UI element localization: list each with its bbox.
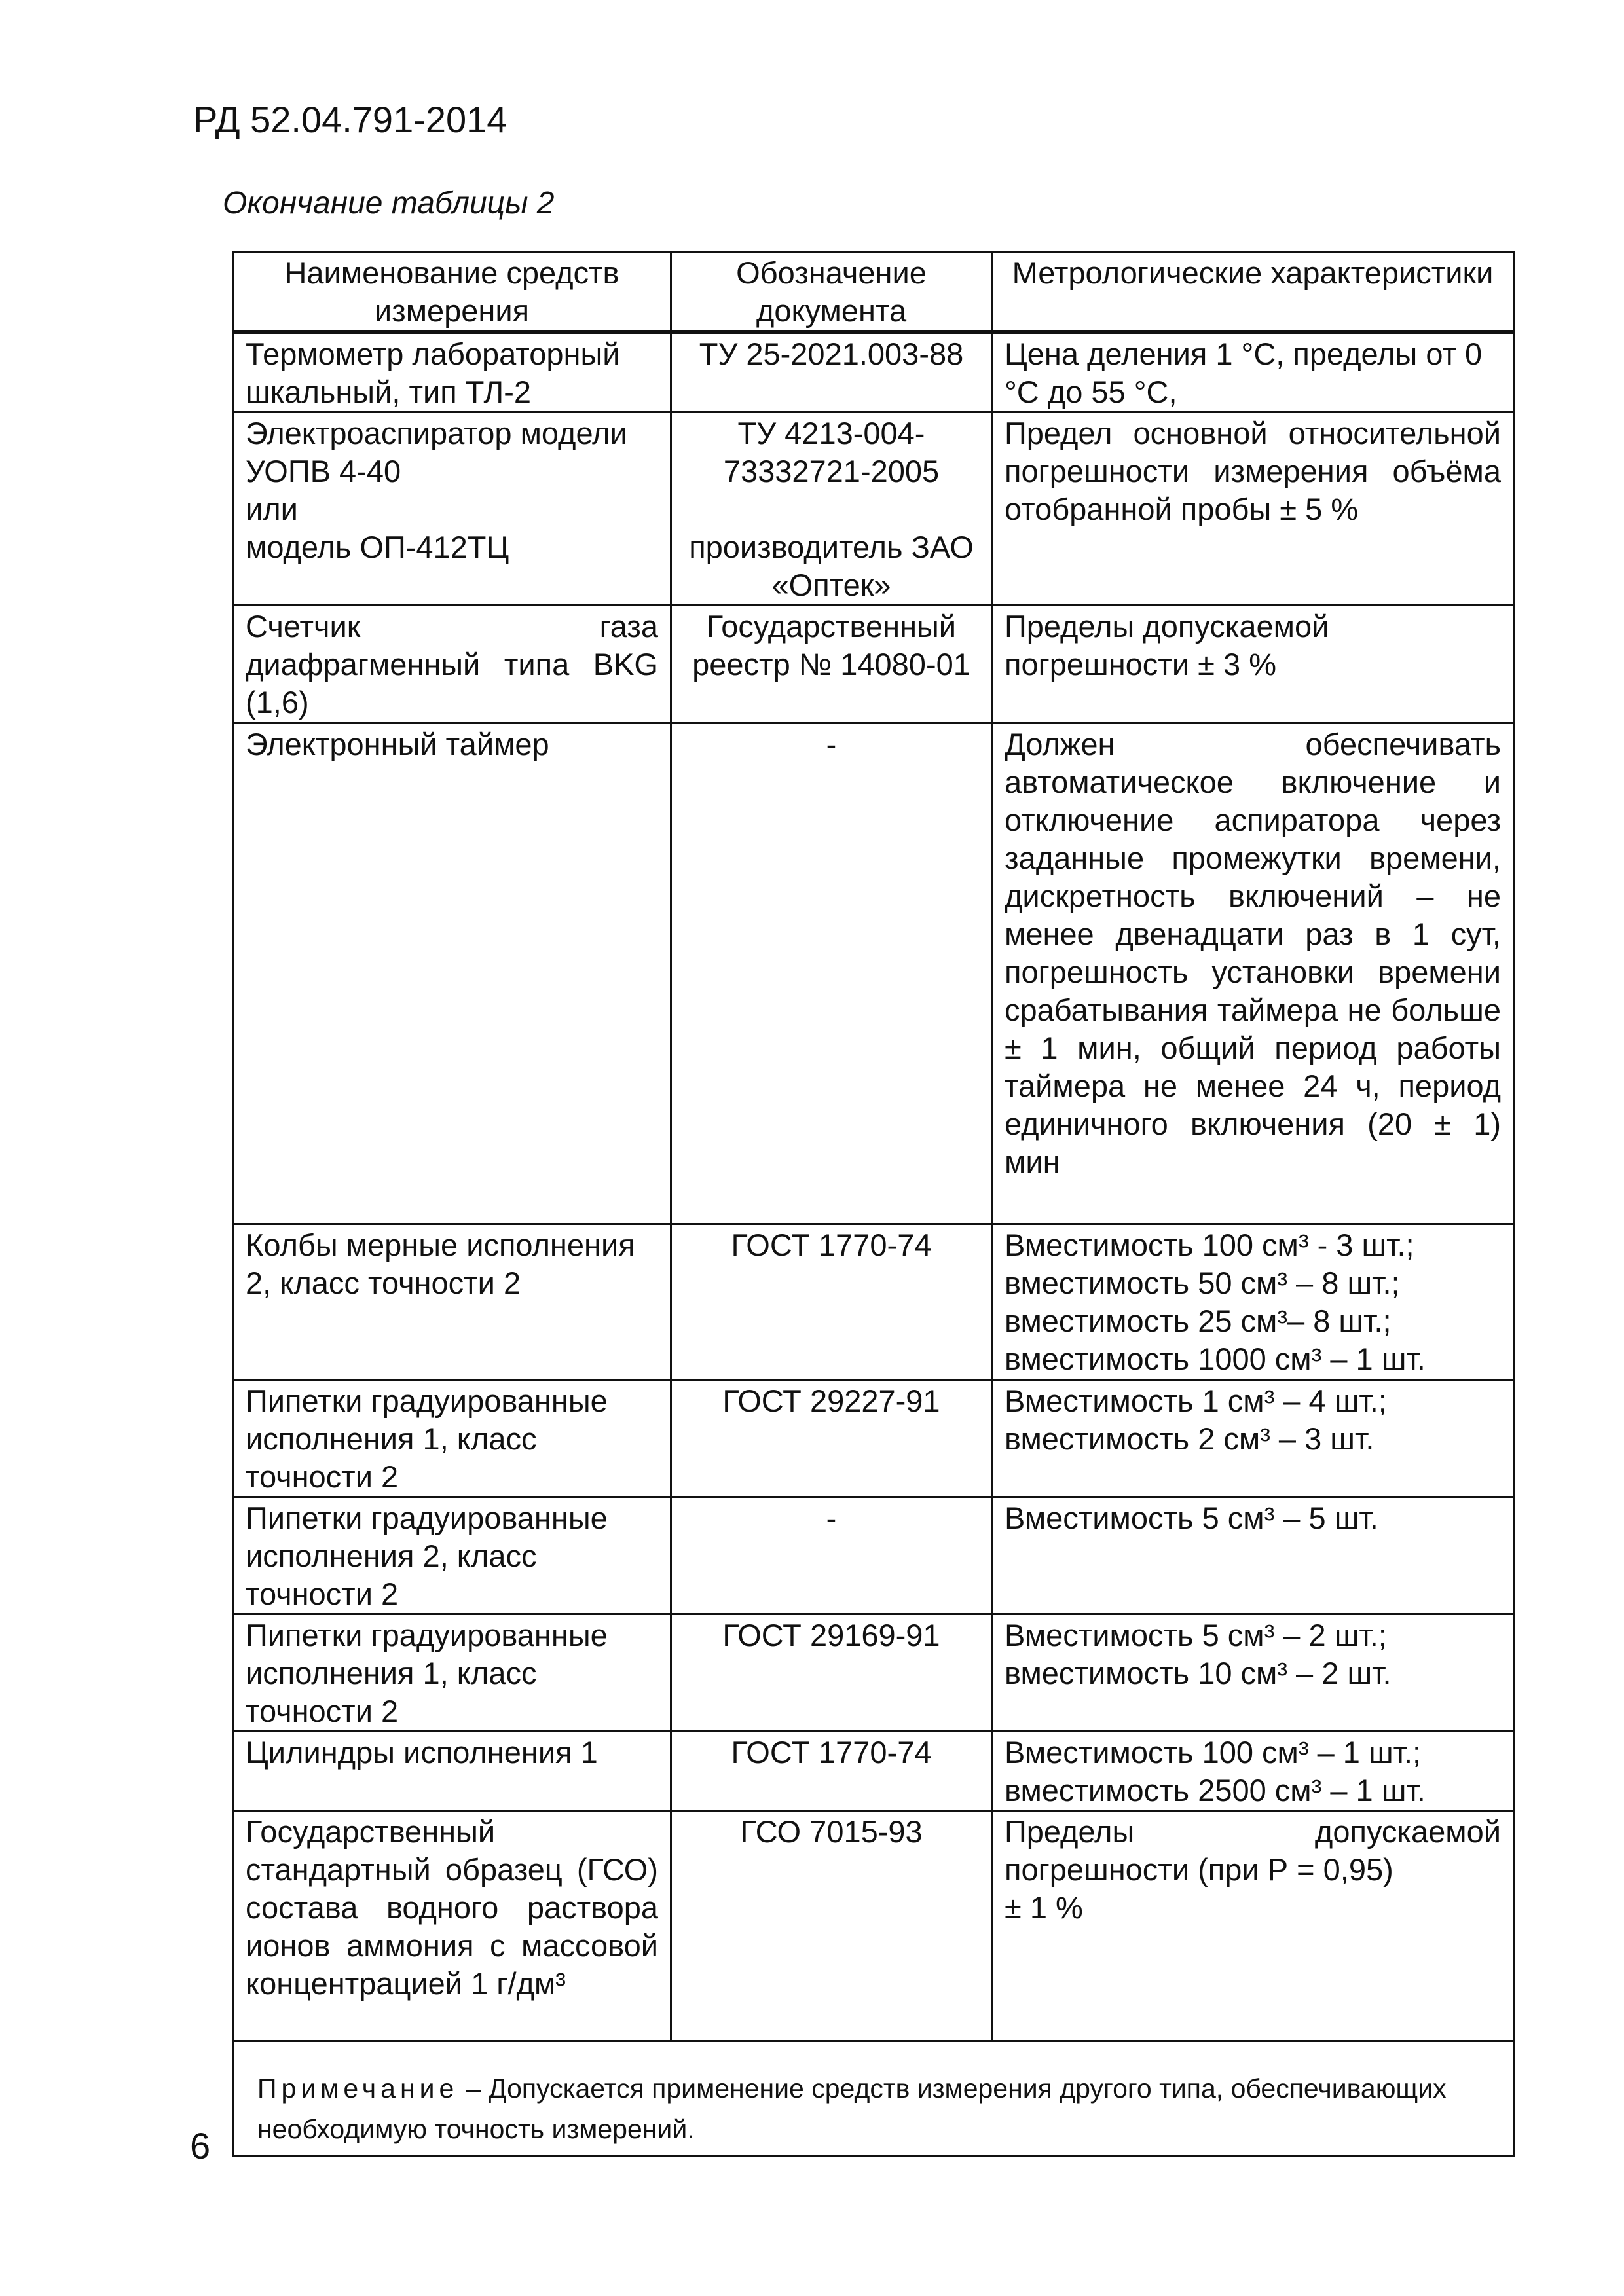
column-header-characteristics: Метрологические характеристики <box>992 252 1514 333</box>
document-designation: ТУ 4213-004-73332721-2005 производитель ЗАО «Оптек» <box>671 412 992 606</box>
table-row <box>233 1224 1514 1380</box>
instrument-name: Электронный таймер <box>233 723 671 1224</box>
table-row <box>233 1614 1514 1732</box>
page-number: 6 <box>190 2125 211 2166</box>
table-row <box>233 1497 1514 1614</box>
table-row <box>233 332 1514 412</box>
instrument-name: Колбы мерные исполнения 2, класс точности 2 <box>233 1224 671 1380</box>
instrument-name: Счетчик газа диафрагменный типа BKG (1,6) <box>233 606 671 723</box>
table-row <box>233 412 1514 606</box>
instrument-name: Термометр лабораторный шкальный, тип ТЛ-2 <box>233 332 671 412</box>
document-code: РД 52.04.791-2014 <box>193 99 507 140</box>
instrument-name: Государственный стандартный образец (ГСО) состава водного раствора ионов аммония с массовой концентрацией 1 г/дм³ <box>233 1811 671 2041</box>
instrument-name: Цилиндры исполнения 1 <box>233 1732 671 1811</box>
table-row <box>233 723 1514 1224</box>
table-note-row <box>233 2041 1514 2156</box>
document-designation: ГОСТ 29169-91 <box>671 1614 992 1732</box>
note-text: – Допускается применение средств измерения другого типа, обеспечивающих необходимую точность измерений. <box>257 2073 1447 2144</box>
document-designation: ГОСТ 1770-74 <box>671 1732 992 1811</box>
document-designation: - <box>671 1497 992 1614</box>
table-row <box>233 1380 1514 1497</box>
metrological-characteristics: Вместимость 100 см³ – 1 шт.; вместимость 2500 см³ – 1 шт. <box>992 1732 1514 1811</box>
table-note <box>233 2041 1514 2156</box>
metrological-characteristics: Вместимость 5 см³ – 5 шт. <box>992 1497 1514 1614</box>
instrument-name: Пипетки градуированные исполнения 1, класс точности 2 <box>233 1614 671 1732</box>
table-row <box>233 606 1514 723</box>
metrological-characteristics: Пределы допускаемой погрешности ± 3 % <box>992 606 1514 723</box>
document-designation: - <box>671 723 992 1224</box>
instruments-table <box>232 251 1515 2157</box>
instrument-name: Пипетки градуированные исполнения 2, класс точности 2 <box>233 1497 671 1614</box>
table-header-row <box>233 252 1514 333</box>
column-header-document: Обозначение документа <box>671 252 992 333</box>
document-designation: ТУ 25-2021.003-88 <box>671 332 992 412</box>
metrological-characteristics: Цена деления 1 °С, пределы от 0 °С до 55 °С, <box>992 332 1514 412</box>
instrument-name: Электроаспиратор модели УОПВ 4-40 или модель ОП-412ТЦ <box>233 412 671 606</box>
metrological-characteristics: Должен обеспечивать автоматическое включение и отключение аспиратора через заданные промежутки времени, дискретность включений – не менее двенадцати раз в 1 сут, погрешность установки времени срабатывания таймера не больше ± 1 мин, общий период работы таймера не менее 24 ч, период единичного включения (20 ± 1) мин <box>992 723 1514 1224</box>
metrological-characteristics: Вместимость 100 см³ - 3 шт.; вместимость 50 см³ – 8 шт.; вместимость 25 см³– 8 шт.; вместимость 1000 см³ – 1 шт. <box>992 1224 1514 1380</box>
document-designation: ГСО 7015-93 <box>671 1811 992 2041</box>
metrological-characteristics: Пределы допускаемой погрешности (при Р = 0,95) ± 1 % <box>992 1811 1514 2041</box>
table-caption: Окончание таблицы 2 <box>223 186 555 221</box>
metrological-characteristics: Вместимость 5 см³ – 2 шт.; вместимость 10 см³ – 2 шт. <box>992 1614 1514 1732</box>
document-designation: ГОСТ 1770-74 <box>671 1224 992 1380</box>
metrological-characteristics: Вместимость 1 см³ – 4 шт.; вместимость 2 см³ – 3 шт. <box>992 1380 1514 1497</box>
column-header-name: Наименование средств измерения <box>233 252 671 333</box>
note-label: Примечание <box>257 2073 459 2104</box>
table-row <box>233 1732 1514 1811</box>
metrological-characteristics: Предел основной относительной погрешности измерения объёма отобранной пробы ± 5 % <box>992 412 1514 606</box>
instrument-name: Пипетки градуированные исполнения 1, класс точности 2 <box>233 1380 671 1497</box>
document-designation: Государственный реестр № 14080-01 <box>671 606 992 723</box>
document-designation: ГОСТ 29227-91 <box>671 1380 992 1497</box>
table-row <box>233 1811 1514 2041</box>
